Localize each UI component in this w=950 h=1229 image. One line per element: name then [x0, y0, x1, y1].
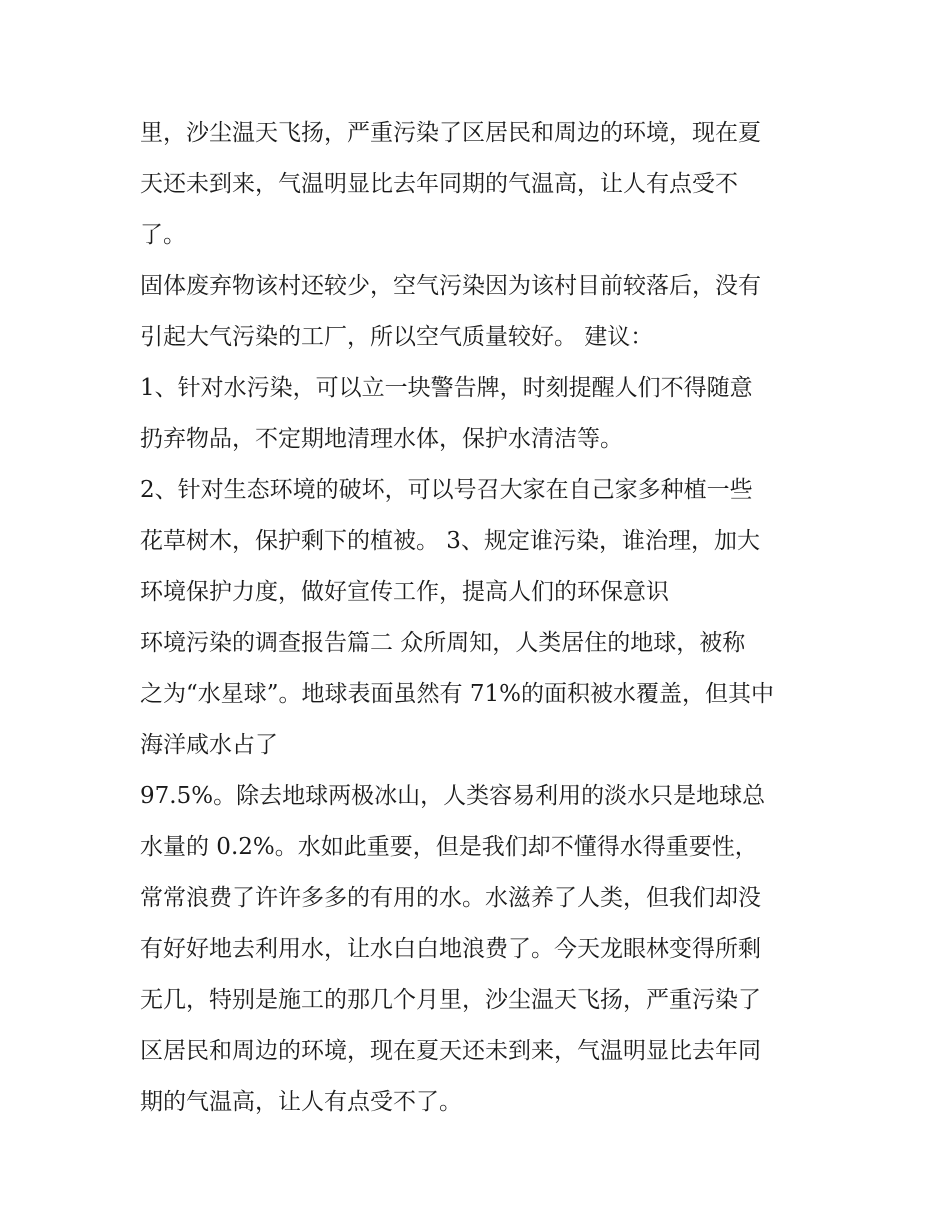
text-line: 水量的 0.2%。水如此重要，但是我们却不懂得水得重要性，	[140, 834, 758, 860]
document-body	[140, 108, 820, 1128]
text-line: 有好好地去利用水，让水白白地浪费了。今天龙眼林变得所剩	[140, 936, 761, 962]
text-line: 97.5%。除去地球两极冰山，人类容易利用的淡水只是地球总	[140, 783, 766, 809]
text-line: 环境污染的调查报告篇二 众所周知，人类居住的地球，被称	[140, 630, 746, 656]
text-line: 花草树木，保护剩下的植被。 3、规定谁污染，谁治理，加大	[140, 528, 760, 554]
text-line: 引起大气污染的工厂，所以空气质量较好。 建议：	[140, 324, 654, 350]
text-line: 了。	[140, 222, 186, 248]
text-line: 环境保护力度，做好宣传工作，提高人们的环保意识	[140, 579, 669, 605]
text-line: 固体废弃物该村还较少，空气污染因为该村目前较落后，没有	[140, 273, 761, 299]
text-line: 2、针对生态环境的破坏，可以号召大家在自己家多种植一些	[140, 477, 753, 503]
text-line: 扔弃物品，不定期地清理水体，保护水清洁等。	[140, 426, 623, 452]
text-line: 区居民和周边的环境，现在夏天还未到来，气温明显比去年同	[140, 1038, 761, 1064]
text-line: 海洋咸水占了	[140, 732, 278, 758]
text-line: 1、针对水污染，可以立一块警告牌，时刻提醒人们不得随意	[140, 375, 753, 401]
text-line: 无几，特别是施工的那几个月里，沙尘温天飞扬，严重污染了	[140, 987, 761, 1013]
text-line: 期的气温高，让人有点受不了。	[140, 1089, 462, 1115]
text-line: 里，沙尘温天飞扬，严重污染了区居民和周边的环境，现在夏	[140, 120, 761, 146]
text-line: 常常浪费了许许多多的有用的水。水滋养了人类，但我们却没	[140, 885, 761, 911]
text-line: 天还未到来，气温明显比去年同期的气温高，让人有点受不	[140, 171, 738, 197]
text-line: 之为“水星球”。地球表面虽然有 71%的面积被水覆盖，但其中	[140, 681, 774, 707]
